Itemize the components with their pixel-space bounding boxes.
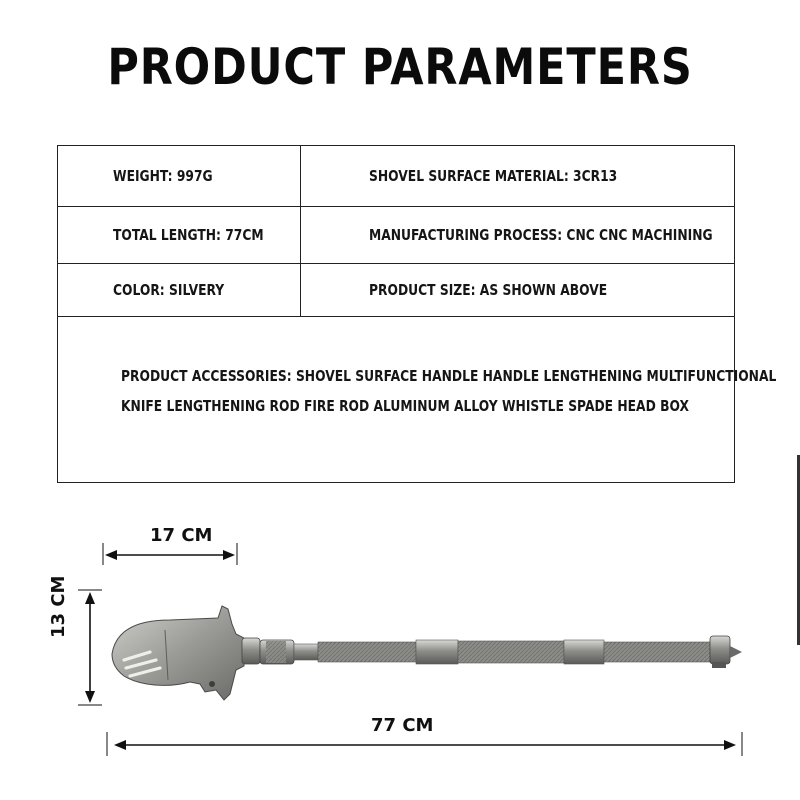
table-row — [58, 264, 734, 317]
param-total-length-text: TOTAL LENGTH: 77CM — [113, 226, 264, 244]
shovel-head — [112, 606, 244, 700]
parameters-table — [57, 145, 777, 483]
shovel-collar — [242, 638, 318, 664]
shovel-shaft — [318, 636, 742, 668]
param-shovel-material — [301, 146, 736, 206]
param-color — [58, 264, 301, 316]
page-title: PRODUCT PARAMETERS — [107, 38, 693, 96]
shovel-illustration — [0, 510, 800, 780]
shovel-dimension-diagram — [0, 510, 800, 780]
label-head-width: 17 CM — [150, 525, 213, 546]
table-row — [58, 146, 734, 207]
param-shovel-material-text: SHOVEL SURFACE MATERIAL: 3CR13 — [369, 167, 618, 185]
accessories-line-2: KNIFE LENGTHENING ROD FIRE ROD ALUMINUM ALLOY WHISTLE SPADE HEAD BOX — [121, 397, 689, 415]
param-manufacturing-process — [301, 207, 736, 263]
table-row — [58, 207, 734, 264]
param-weight-text: WEIGHT: 997G — [113, 167, 213, 185]
param-color-text: COLOR: SILVERY — [113, 281, 225, 299]
param-product-size-text: PRODUCT SIZE: AS SHOWN ABOVE — [369, 281, 608, 299]
dimension-head-width — [103, 543, 237, 565]
accessories-line-1: PRODUCT ACCESSORIES: SHOVEL SURFACE HANDLE HANDLE LENGTHENING MULTIFUNCTIONAL — [121, 367, 777, 385]
param-weight — [58, 146, 301, 206]
param-manufacturing-process-text: MANUFACTURING PROCESS: CNC CNC MACHINING — [369, 226, 713, 244]
param-product-size — [301, 264, 736, 316]
param-accessories — [121, 361, 777, 421]
label-head-height: 13 CM — [48, 575, 69, 638]
param-total-length — [58, 207, 301, 263]
label-total-length: 77 CM — [371, 715, 434, 736]
dimension-head-height — [78, 590, 102, 705]
